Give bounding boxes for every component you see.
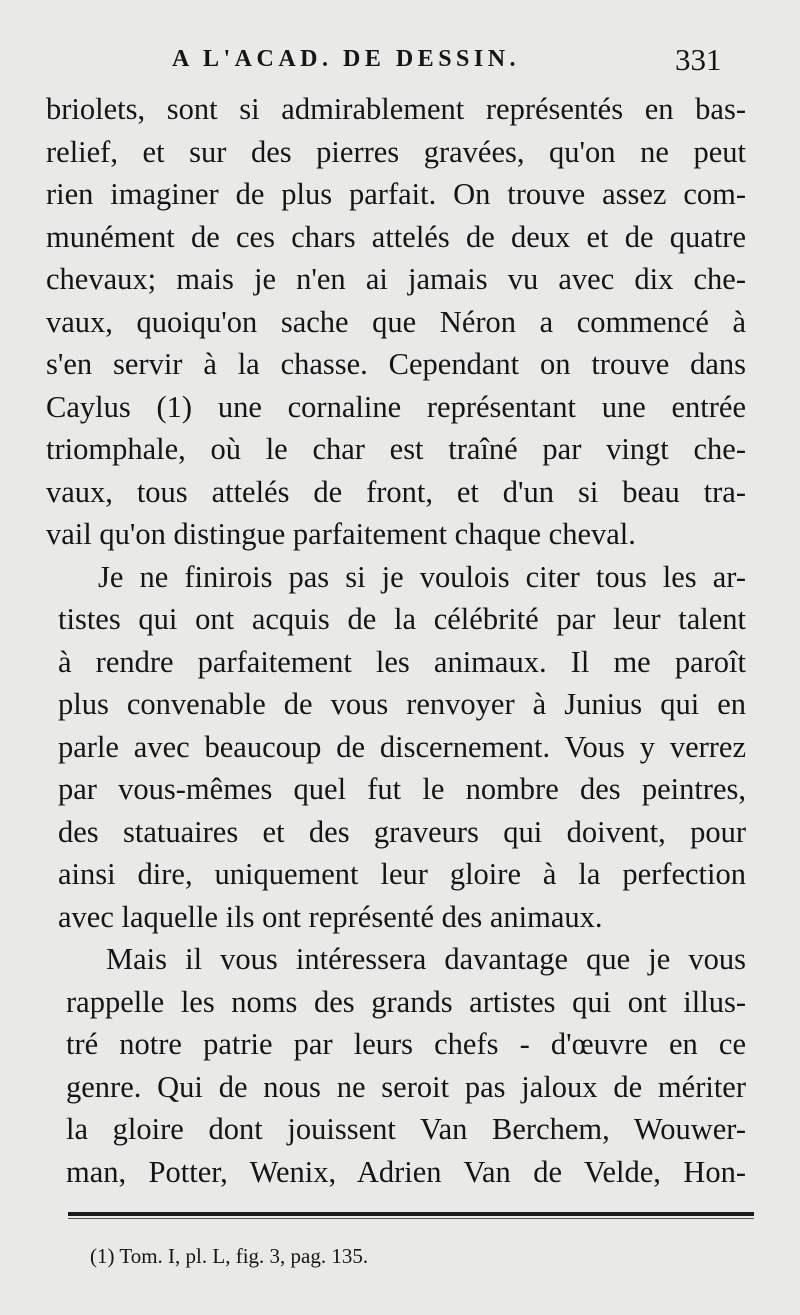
footnote-divider: [68, 1212, 754, 1216]
text-line: plus convenable de vous renvoyer à Junius qui en: [58, 687, 746, 721]
text-line: ainsi dire, uniquement leur gloire à la perfection: [58, 857, 746, 891]
text-line: tré notre patrie par leurs chefs - d'œuvre en ce: [66, 1027, 746, 1061]
text-line: Je ne finirois pas si je voulois citer tous les ar-: [98, 559, 746, 594]
text-line: vaux, quoiqu'on sache que Néron a commencé à: [46, 304, 746, 339]
running-head-title: A L'ACAD. DE DESSIN.: [172, 46, 521, 72]
text-line: briolets, sont si admirablement représentés en bas-: [46, 92, 746, 126]
page-number: 331: [675, 42, 722, 77]
text-line: genre. Qui de nous ne seroit pas jaloux de mériter: [66, 1069, 746, 1104]
text-line: la gloire dont jouissent Van Berchem, Wouwer-: [66, 1112, 746, 1146]
running-head: [0, 42, 800, 82]
footnote-divider-thin: [68, 1218, 754, 1219]
text-line: des statuaires et des graveurs qui doivent, pour: [58, 814, 746, 849]
text-line: munément de ces chars attelés de deux et de quatre: [46, 219, 746, 254]
paragraph-3: [66, 938, 746, 1193]
text-line: rien imaginer de plus parfait. On trouve assez com-: [46, 177, 746, 211]
text-line: triomphale, où le char est traîné par vingt che-: [46, 432, 746, 466]
text-line: chevaux; mais je n'en ai jamais vu avec dix che-: [46, 262, 746, 296]
text-line: avec laquelle ils ont représenté des animaux.: [58, 899, 603, 934]
text-line: s'en servir à la chasse. Cependant on trouve dans: [46, 347, 746, 381]
text-line: tistes qui ont acquis de la célébrité par leur talent: [58, 602, 746, 636]
text-line: Caylus (1) une cornaline représentant une entrée: [46, 389, 746, 424]
text-line: parle avec beaucoup de discernement. Vous y verrez: [58, 729, 746, 764]
text-line: vaux, tous attelés de front, et d'un si beau tra-: [46, 474, 746, 509]
body-text: [46, 88, 746, 1193]
footnote: (1) Tom. I, pl. L, fig. 3, pag. 135.: [90, 1244, 369, 1268]
text-line: relief, et sur des pierres gravées, qu'on ne peut: [46, 134, 746, 169]
text-line: Mais il vous intéressera davantage que je vous: [106, 942, 746, 976]
paragraph-2: [58, 556, 746, 939]
text-line: man, Potter, Wenix, Adrien Van de Velde, Hon-: [66, 1154, 746, 1189]
text-line: vail qu'on distingue parfaitement chaque cheval.: [46, 517, 636, 551]
text-line: à rendre parfaitement les animaux. Il me paroît: [58, 644, 746, 679]
text-line: par vous-mêmes quel fut le nombre des peintres,: [58, 772, 746, 806]
text-line: rappelle les noms des grands artistes qui ont illus-: [66, 984, 746, 1019]
